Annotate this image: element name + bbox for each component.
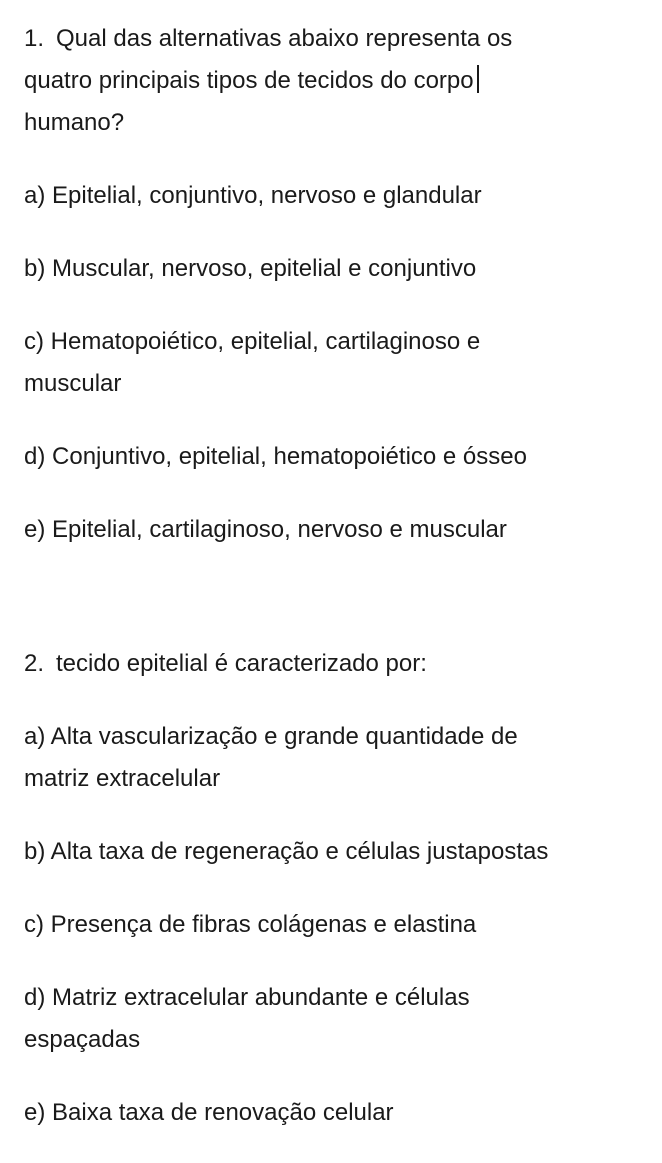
question-1-option-e: e) Epitelial, cartilaginoso, nervoso e muscular bbox=[24, 516, 507, 543]
question-1-number: 1. bbox=[24, 25, 45, 52]
text-cursor bbox=[477, 65, 479, 93]
question-2-option-e: e) Baixa taxa de renovação celular bbox=[24, 1099, 394, 1126]
question-1-title-line-3: humano? bbox=[24, 109, 125, 136]
question-2-option-b: b) Alta taxa de regeneração e células justapostas bbox=[24, 838, 549, 865]
question-1-title bbox=[24, 18, 644, 144]
question-1-title-line-2: quatro principais tipos de tecidos do corpo bbox=[24, 60, 644, 102]
question-2-option-d: d) Matriz extracelular abundante e células espaçadas bbox=[24, 984, 470, 1053]
question-1-option-a: a) Epitelial, conjuntivo, nervoso e glandular bbox=[24, 182, 482, 209]
question-1-title-line-1: 1. Qual das alternativas abaixo representa os bbox=[24, 25, 513, 52]
question-1-option-c: c) Hematopoiético, epitelial, cartilaginoso e muscular bbox=[24, 328, 481, 397]
question-2-title-line-1: 2. tecido epitelial é caracterizado por: bbox=[24, 650, 427, 677]
question-2-option-c: c) Presença de fibras colágenas e elastina bbox=[24, 911, 477, 938]
question-1-option-b: b) Muscular, nervoso, epitelial e conjuntivo bbox=[24, 255, 477, 282]
document-body[interactable] bbox=[24, 18, 644, 1134]
question-2-number: 2. bbox=[24, 650, 45, 677]
question-1-option-d: d) Conjuntivo, epitelial, hematopoiético e ósseo bbox=[24, 443, 527, 470]
question-2-title bbox=[24, 643, 644, 685]
question-2-option-a: a) Alta vascularização e grande quantidade de matriz extracelular bbox=[24, 723, 518, 792]
